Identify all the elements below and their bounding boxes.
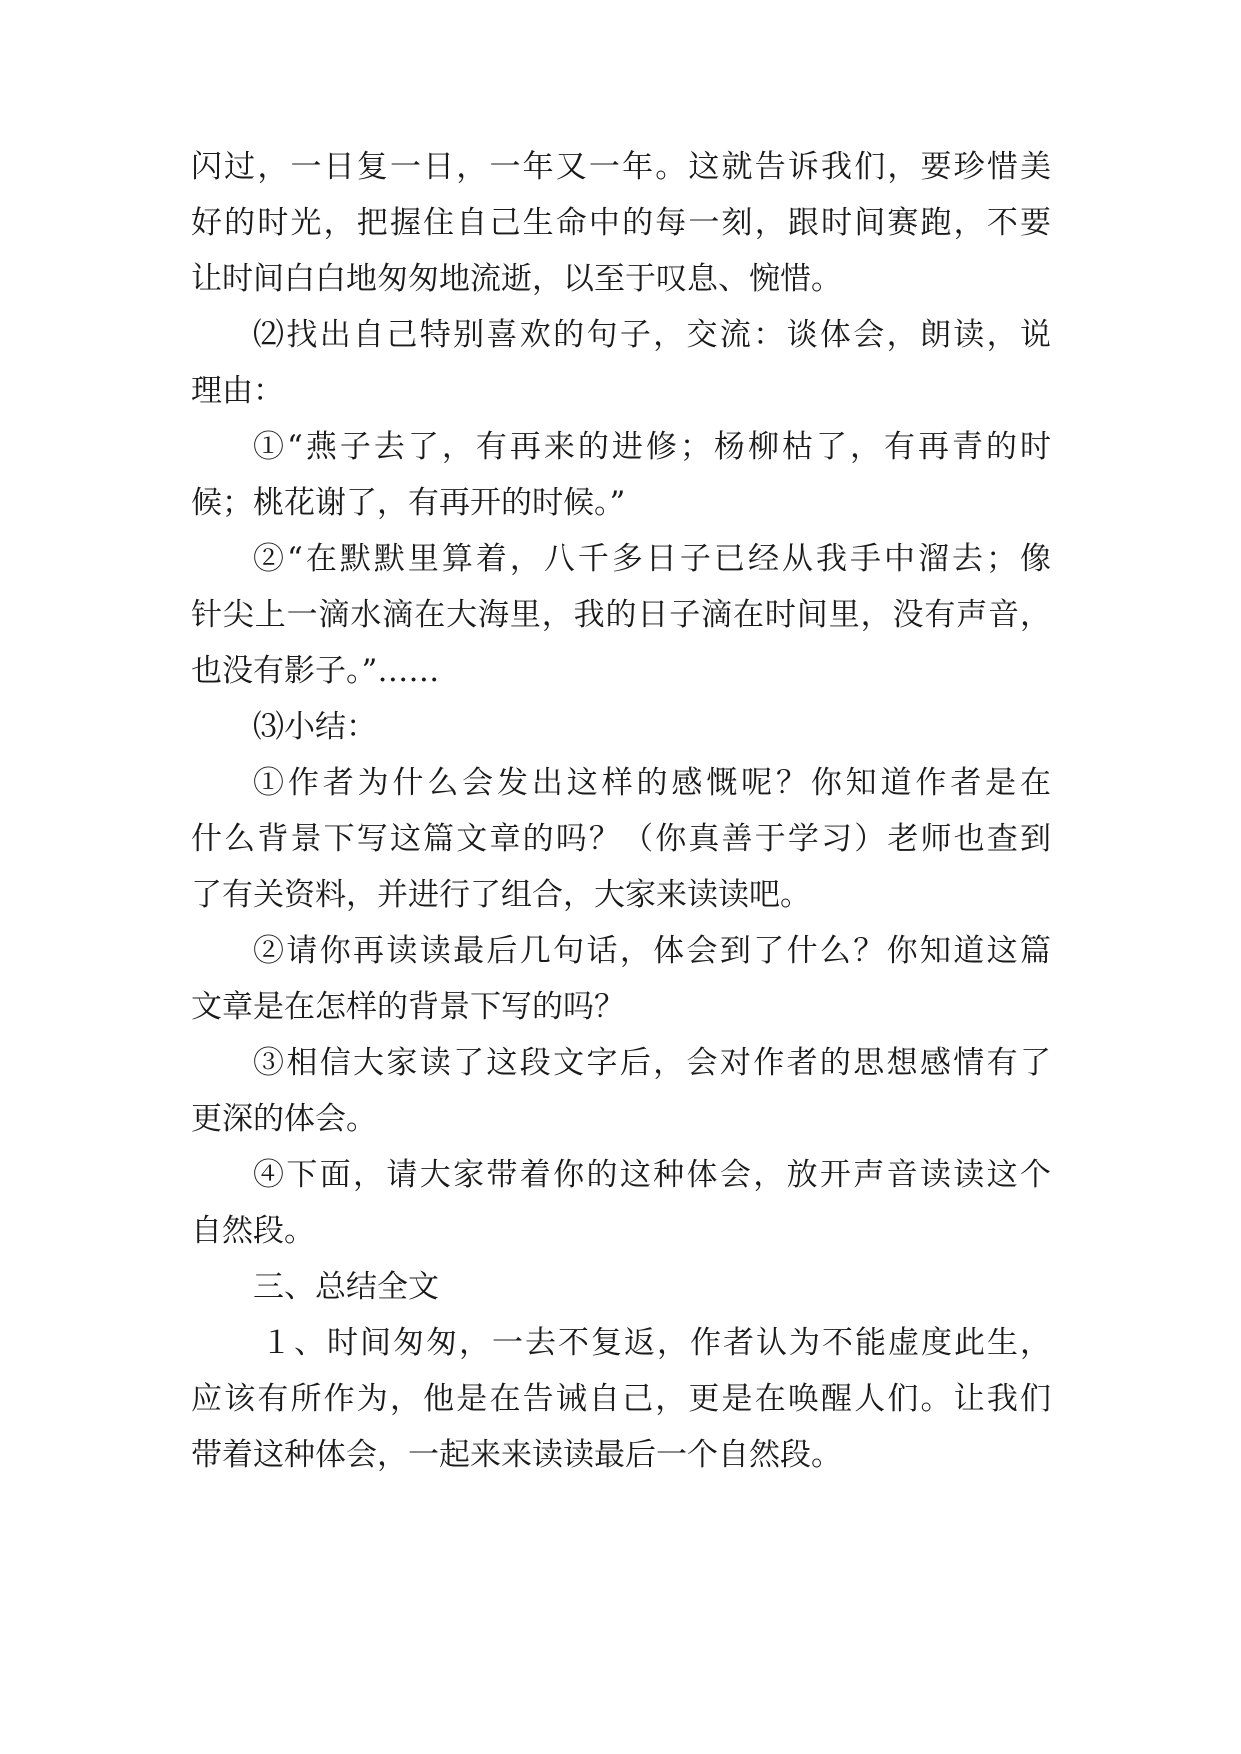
text-line: 理由： <box>191 373 284 409</box>
text-line: ⑵找出自己特别喜欢的句子，交流：谈体会，朗读，说 <box>253 317 1051 353</box>
text-line: 了有关资料，并进行了组合，大家来读读吧。 <box>191 877 811 913</box>
text-line: 更深的体会。 <box>191 1101 377 1137</box>
text-line: 应该有所作为，他是在告诫自己，更是在唤醒人们。让我们 <box>191 1381 1051 1417</box>
text-line: ①“燕子去了，有再来的进修；杨柳枯了，有再青的时 <box>253 429 1051 465</box>
text-line: 也没有影子。”…… <box>191 653 440 689</box>
text-line: ③相信大家读了这段文字后，会对作者的思想感情有了 <box>253 1045 1051 1081</box>
section-heading: 三、总结全文 <box>253 1269 439 1305</box>
text-line: ①作者为什么会发出这样的感慨呢？你知道作者是在 <box>253 765 1051 801</box>
text-line: 好的时光，把握住自己生命中的每一刻，跟时间赛跑，不要 <box>191 205 1051 241</box>
text-line: ②请你再读读最后几句话，体会到了什么？你知道这篇 <box>253 933 1051 969</box>
text-line: ④下面，请大家带着你的这种体会，放开声音读读这个 <box>253 1157 1051 1193</box>
text-line: 什么背景下写这篇文章的吗？（你真善于学习）老师也查到 <box>191 821 1051 857</box>
text-line: 闪过，一日复一日，一年又一年。这就告诉我们，要珍惜美 <box>191 149 1051 185</box>
text-line: 候；桃花谢了，有再开的时候。” <box>191 485 626 521</box>
text-line: ⑶小结： <box>253 709 377 745</box>
text-line: ②“在默默里算着，八千多日子已经从我手中溜去；像 <box>253 541 1051 577</box>
text-line: 文章是在怎样的背景下写的吗？ <box>191 989 625 1025</box>
text-line: 带着这种体会，一起来来读读最后一个自然段。 <box>191 1437 842 1473</box>
text-line: 让时间白白地匆匆地流逝，以至于叹息、惋惜。 <box>191 261 842 297</box>
text-line: 针尖上一滴水滴在大海里，我的日子滴在时间里，没有声音， <box>191 597 1051 633</box>
text-line: 自然段。 <box>191 1213 315 1249</box>
text-line: １、时间匆匆，一去不复返，作者认为不能虚度此生， <box>261 1325 1051 1361</box>
